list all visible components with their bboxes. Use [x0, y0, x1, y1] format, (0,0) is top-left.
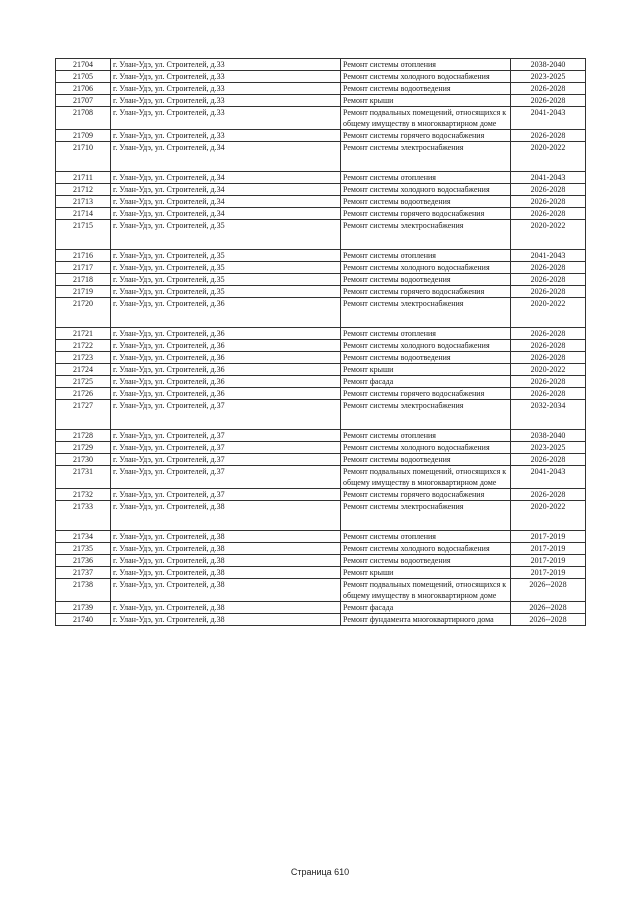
work-type-cell: Ремонт системы электроснабжения — [341, 400, 511, 430]
row-number-cell: 21731 — [56, 466, 111, 489]
work-type-cell: Ремонт крыши — [341, 567, 511, 579]
work-type-cell: Ремонт системы отопления — [341, 59, 511, 71]
work-type-cell: Ремонт подвальных помещений, относящихся к общему имуществу в многоквартирном доме — [341, 579, 511, 602]
address-cell: г. Улан-Удэ, ул. Строителей, д.38 — [111, 531, 341, 543]
address-cell: г. Улан-Удэ, ул. Строителей, д.37 — [111, 430, 341, 442]
table-row — [56, 454, 586, 466]
table-row — [56, 501, 586, 531]
work-type-cell: Ремонт системы водоотведения — [341, 555, 511, 567]
table-row — [56, 567, 586, 579]
table-row — [56, 602, 586, 614]
row-number-cell: 21739 — [56, 602, 111, 614]
table-row — [56, 442, 586, 454]
work-type-cell: Ремонт системы водоотведения — [341, 352, 511, 364]
row-number-cell: 21717 — [56, 262, 111, 274]
work-type-cell: Ремонт системы горячего водоснабжения — [341, 286, 511, 298]
years-cell: 2041-2043 — [511, 172, 586, 184]
table-row — [56, 107, 586, 130]
address-cell: г. Улан-Удэ, ул. Строителей, д.35 — [111, 274, 341, 286]
address-cell: г. Улан-Удэ, ул. Строителей, д.35 — [111, 286, 341, 298]
row-number-cell: 21733 — [56, 501, 111, 531]
row-number-cell: 21726 — [56, 388, 111, 400]
row-number-cell: 21718 — [56, 274, 111, 286]
row-number-cell: 21710 — [56, 142, 111, 172]
work-type-cell: Ремонт системы отопления — [341, 328, 511, 340]
address-cell: г. Улан-Удэ, ул. Строителей, д.38 — [111, 579, 341, 602]
address-cell: г. Улан-Удэ, ул. Строителей, д.33 — [111, 83, 341, 95]
years-cell: 2026-2028 — [511, 196, 586, 208]
work-type-cell: Ремонт фасада — [341, 602, 511, 614]
row-number-cell: 21716 — [56, 250, 111, 262]
address-cell: г. Улан-Удэ, ул. Строителей, д.34 — [111, 172, 341, 184]
table-row — [56, 466, 586, 489]
work-type-cell: Ремонт системы горячего водоснабжения — [341, 208, 511, 220]
table-row — [56, 352, 586, 364]
years-cell: 2017-2019 — [511, 531, 586, 543]
table-row — [56, 364, 586, 376]
work-type-cell: Ремонт системы водоотведения — [341, 454, 511, 466]
table-row — [56, 376, 586, 388]
years-cell: 2026--2028 — [511, 579, 586, 602]
address-cell: г. Улан-Удэ, ул. Строителей, д.34 — [111, 196, 341, 208]
row-number-cell: 21732 — [56, 489, 111, 501]
row-number-cell: 21708 — [56, 107, 111, 130]
table-row — [56, 220, 586, 250]
row-number-cell: 21735 — [56, 543, 111, 555]
years-cell: 2026-2028 — [511, 286, 586, 298]
page-footer — [0, 867, 640, 877]
years-cell: 2026-2028 — [511, 489, 586, 501]
work-type-cell: Ремонт системы холодного водоснабжения — [341, 340, 511, 352]
work-type-cell: Ремонт системы холодного водоснабжения — [341, 184, 511, 196]
address-cell: г. Улан-Удэ, ул. Строителей, д.38 — [111, 602, 341, 614]
work-type-cell: Ремонт фасада — [341, 376, 511, 388]
years-cell: 2026-2028 — [511, 184, 586, 196]
table-body — [56, 59, 586, 626]
table-row — [56, 95, 586, 107]
table-row — [56, 388, 586, 400]
work-type-cell: Ремонт системы электроснабжения — [341, 298, 511, 328]
table-row — [56, 262, 586, 274]
table-row — [56, 250, 586, 262]
years-cell: 2026-2028 — [511, 274, 586, 286]
years-cell: 2020-2022 — [511, 298, 586, 328]
table-row — [56, 340, 586, 352]
years-cell: 2026-2028 — [511, 454, 586, 466]
row-number-cell: 21737 — [56, 567, 111, 579]
row-number-cell: 21704 — [56, 59, 111, 71]
row-number-cell: 21706 — [56, 83, 111, 95]
row-number-cell: 21723 — [56, 352, 111, 364]
table-row — [56, 400, 586, 430]
work-type-cell: Ремонт системы водоотведения — [341, 83, 511, 95]
address-cell: г. Улан-Удэ, ул. Строителей, д.36 — [111, 364, 341, 376]
table-row — [56, 328, 586, 340]
table-row — [56, 59, 586, 71]
row-number-cell: 21736 — [56, 555, 111, 567]
address-cell: г. Улан-Удэ, ул. Строителей, д.33 — [111, 107, 341, 130]
years-cell: 2032-2034 — [511, 400, 586, 430]
work-type-cell: Ремонт крыши — [341, 364, 511, 376]
years-cell: 2026--2028 — [511, 602, 586, 614]
work-type-cell: Ремонт системы холодного водоснабжения — [341, 262, 511, 274]
row-number-cell: 21734 — [56, 531, 111, 543]
table-row — [56, 531, 586, 543]
row-number-cell: 21711 — [56, 172, 111, 184]
table-row — [56, 298, 586, 328]
work-type-cell: Ремонт системы электроснабжения — [341, 142, 511, 172]
address-cell: г. Улан-Удэ, ул. Строителей, д.35 — [111, 220, 341, 250]
row-number-cell: 21728 — [56, 430, 111, 442]
years-cell: 2026-2028 — [511, 262, 586, 274]
years-cell: 2038-2040 — [511, 430, 586, 442]
address-cell: г. Улан-Удэ, ул. Строителей, д.37 — [111, 442, 341, 454]
address-cell: г. Улан-Удэ, ул. Строителей, д.36 — [111, 388, 341, 400]
years-cell: 2020-2022 — [511, 142, 586, 172]
work-type-cell: Ремонт фундамента многоквартирного дома — [341, 614, 511, 626]
address-cell: г. Улан-Удэ, ул. Строителей, д.33 — [111, 71, 341, 83]
work-type-cell: Ремонт системы водоотведения — [341, 274, 511, 286]
address-cell: г. Улан-Удэ, ул. Строителей, д.38 — [111, 543, 341, 555]
work-type-cell: Ремонт системы отопления — [341, 430, 511, 442]
table-row — [56, 555, 586, 567]
years-cell: 2026-2028 — [511, 376, 586, 388]
row-number-cell: 21722 — [56, 340, 111, 352]
work-type-cell: Ремонт системы горячего водоснабжения — [341, 130, 511, 142]
years-cell: 2026-2028 — [511, 130, 586, 142]
table-row — [56, 543, 586, 555]
table-row — [56, 130, 586, 142]
years-cell: 2026-2028 — [511, 208, 586, 220]
row-number-cell: 21714 — [56, 208, 111, 220]
address-cell: г. Улан-Удэ, ул. Строителей, д.37 — [111, 400, 341, 430]
years-cell: 2026-2028 — [511, 83, 586, 95]
row-number-cell: 21715 — [56, 220, 111, 250]
address-cell: г. Улан-Удэ, ул. Строителей, д.34 — [111, 142, 341, 172]
work-type-cell: Ремонт системы электроснабжения — [341, 220, 511, 250]
row-number-cell: 21712 — [56, 184, 111, 196]
years-cell: 2023-2025 — [511, 442, 586, 454]
row-number-cell: 21720 — [56, 298, 111, 328]
row-number-cell: 21725 — [56, 376, 111, 388]
address-cell: г. Улан-Удэ, ул. Строителей, д.37 — [111, 466, 341, 489]
years-cell: 2017-2019 — [511, 543, 586, 555]
address-cell: г. Улан-Удэ, ул. Строителей, д.36 — [111, 340, 341, 352]
address-cell: г. Улан-Удэ, ул. Строителей, д.34 — [111, 184, 341, 196]
table-row — [56, 274, 586, 286]
work-type-cell: Ремонт системы водоотведения — [341, 196, 511, 208]
table-row — [56, 430, 586, 442]
table-row — [56, 286, 586, 298]
row-number-cell: 21719 — [56, 286, 111, 298]
row-number-cell: 21709 — [56, 130, 111, 142]
address-cell: г. Улан-Удэ, ул. Строителей, д.35 — [111, 250, 341, 262]
years-cell: 2026-2028 — [511, 352, 586, 364]
page-number-label: Страница 610 — [290, 867, 350, 877]
table-row — [56, 142, 586, 172]
years-cell: 2026-2028 — [511, 388, 586, 400]
row-number-cell: 21738 — [56, 579, 111, 602]
years-cell: 2038-2040 — [511, 59, 586, 71]
years-cell: 2026-2028 — [511, 328, 586, 340]
address-cell: г. Улан-Удэ, ул. Строителей, д.37 — [111, 454, 341, 466]
address-cell: г. Улан-Удэ, ул. Строителей, д.36 — [111, 328, 341, 340]
table-row — [56, 196, 586, 208]
table-row — [56, 83, 586, 95]
years-cell: 2020-2022 — [511, 220, 586, 250]
work-type-cell: Ремонт подвальных помещений, относящихся к общему имуществу в многоквартирном доме — [341, 466, 511, 489]
work-type-cell: Ремонт системы горячего водоснабжения — [341, 388, 511, 400]
table-row — [56, 208, 586, 220]
years-cell: 2017-2019 — [511, 555, 586, 567]
work-type-cell: Ремонт системы отопления — [341, 531, 511, 543]
address-cell: г. Улан-Удэ, ул. Строителей, д.36 — [111, 376, 341, 388]
table-row — [56, 614, 586, 626]
row-number-cell: 21730 — [56, 454, 111, 466]
repair-schedule-table — [55, 58, 586, 626]
address-cell: г. Улан-Удэ, ул. Строителей, д.34 — [111, 208, 341, 220]
years-cell: 2020-2022 — [511, 501, 586, 531]
work-type-cell: Ремонт системы холодного водоснабжения — [341, 71, 511, 83]
row-number-cell: 21740 — [56, 614, 111, 626]
address-cell: г. Улан-Удэ, ул. Строителей, д.38 — [111, 567, 341, 579]
work-type-cell: Ремонт крыши — [341, 95, 511, 107]
row-number-cell: 21713 — [56, 196, 111, 208]
table-row — [56, 172, 586, 184]
address-cell: г. Улан-Удэ, ул. Строителей, д.33 — [111, 95, 341, 107]
address-cell: г. Улан-Удэ, ул. Строителей, д.33 — [111, 130, 341, 142]
work-type-cell: Ремонт подвальных помещений, относящихся к общему имуществу в многоквартирном доме — [341, 107, 511, 130]
row-number-cell: 21707 — [56, 95, 111, 107]
table-row — [56, 71, 586, 83]
work-type-cell: Ремонт системы отопления — [341, 250, 511, 262]
row-number-cell: 21721 — [56, 328, 111, 340]
years-cell: 2041-2043 — [511, 466, 586, 489]
address-cell: г. Улан-Удэ, ул. Строителей, д.38 — [111, 501, 341, 531]
years-cell: 2041-2043 — [511, 250, 586, 262]
address-cell: г. Улан-Удэ, ул. Строителей, д.38 — [111, 614, 341, 626]
years-cell: 2026--2028 — [511, 614, 586, 626]
work-type-cell: Ремонт системы горячего водоснабжения — [341, 489, 511, 501]
years-cell: 2041-2043 — [511, 107, 586, 130]
row-number-cell: 21727 — [56, 400, 111, 430]
address-cell: г. Улан-Удэ, ул. Строителей, д.36 — [111, 352, 341, 364]
row-number-cell: 21705 — [56, 71, 111, 83]
years-cell: 2026-2028 — [511, 340, 586, 352]
address-cell: г. Улан-Удэ, ул. Строителей, д.35 — [111, 262, 341, 274]
row-number-cell: 21729 — [56, 442, 111, 454]
years-cell: 2020-2022 — [511, 364, 586, 376]
work-type-cell: Ремонт системы холодного водоснабжения — [341, 442, 511, 454]
table-row — [56, 579, 586, 602]
work-type-cell: Ремонт системы электроснабжения — [341, 501, 511, 531]
table-row — [56, 489, 586, 501]
address-cell: г. Улан-Удэ, ул. Строителей, д.33 — [111, 59, 341, 71]
work-type-cell: Ремонт системы холодного водоснабжения — [341, 543, 511, 555]
address-cell: г. Улан-Удэ, ул. Строителей, д.37 — [111, 489, 341, 501]
years-cell: 2023-2025 — [511, 71, 586, 83]
work-type-cell: Ремонт системы отопления — [341, 172, 511, 184]
years-cell: 2026-2028 — [511, 95, 586, 107]
table-row — [56, 184, 586, 196]
years-cell: 2017-2019 — [511, 567, 586, 579]
address-cell: г. Улан-Удэ, ул. Строителей, д.36 — [111, 298, 341, 328]
address-cell: г. Улан-Удэ, ул. Строителей, д.38 — [111, 555, 341, 567]
row-number-cell: 21724 — [56, 364, 111, 376]
